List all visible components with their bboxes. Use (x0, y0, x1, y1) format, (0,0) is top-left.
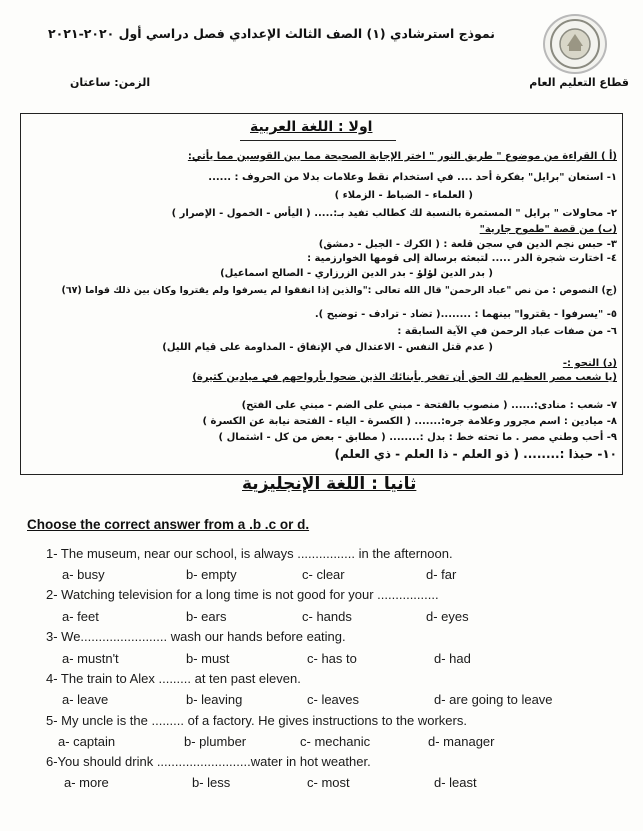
option-c: c- most (307, 775, 350, 790)
question-text: 1- The museum, near our school, is always ................ in the afternoon. (46, 546, 453, 561)
option-a: a- captain (58, 734, 116, 749)
option-b: b- must (186, 651, 230, 666)
option-a: a- busy (62, 567, 105, 582)
option-d: d- had (434, 651, 471, 666)
arabic-line: (د) النحو :- (562, 358, 617, 369)
option-b: b- plumber (184, 734, 247, 749)
exam-title: نموذج استرشادي (١) الصف الثالث الإعدادي فصل دراسي أول ٢٠٢٠-٢٠٢١ (48, 26, 495, 41)
option-b: b- ears (186, 609, 227, 624)
option-d: d- are going to leave (434, 692, 553, 707)
question-text: 6-You should drink ..........................water in hot weather. (46, 754, 371, 769)
option-b: b- leaving (186, 692, 243, 707)
arabic-line: (ج) النصوص : من نص "عباد الرحمن" قال الله تعالى :"والذين إذا انفقوا لم يسرفوا ولم يقتروا وكان بين ذلك قواما (٦٧) (61, 285, 617, 296)
arabic-line: ٧- شعب : منادى:...... ( منصوب بالفتحة - مبني على الضم - مبني على الفتح) (241, 400, 617, 411)
time-label: الزمن: ساعتان (70, 76, 151, 89)
arabic-line: ١٠- حبذا :........ ( ذو العلم - ذا العلم - ذي العلم) (334, 447, 617, 461)
option-c: c- mechanic (300, 734, 371, 749)
sector-label: قطاع التعليم العام (529, 76, 629, 89)
divider (240, 140, 396, 141)
option-d: d- manager (428, 734, 495, 749)
arabic-line: ٤- اختارت شجرة الدر ..... لتبعثه برسالة إلى قومها الخوارزمية : (307, 253, 617, 264)
instruction: Choose the correct answer from a .b .c or d. (27, 517, 310, 532)
option-a: a- leave (62, 692, 109, 707)
arabic-line: ( بدر الدين لؤلؤ - بدر الدين الزرزاري - الصالح اسماعيل) (220, 268, 493, 279)
arabic-line: ٣- حبس نجم الدين في سجن قلعة : ( الكرك - الجبل - دمشق) (318, 239, 617, 250)
option-d: d- far (426, 567, 457, 582)
question-text: 2- Watching television for a long time is not good for your ................. (46, 587, 439, 602)
arabic-line: (أ ) القراءة من موضوع " طريق النور " اختر الإجابة الصحيحة مما بين القوسين مما يأتي: (187, 151, 617, 162)
option-d: d- least (434, 775, 477, 790)
arabic-line: ( عدم قتل النفس - الاعتدال في الإنفاق - المداومة على قيام الليل) (162, 342, 493, 353)
question-text: 3- We........................ wash our hands before eating. (46, 629, 346, 644)
arabic-section-title: اولا : اللغة العربية (250, 119, 373, 135)
option-c: c- clear (302, 567, 345, 582)
arabic-line: ٦- من صفات عباد الرحمن في الآية السابقة : (397, 326, 617, 337)
arabic-line: ٥- "يسرفوا - يقتروا" بينهما : ........( تضاد - ترادف - توضيح ). (314, 309, 617, 320)
option-b: b- empty (186, 567, 237, 582)
option-c: c- hands (302, 609, 352, 624)
english-section-title: ثانيا : اللغة الإنجليزية (242, 474, 417, 494)
option-d: d- eyes (426, 609, 469, 624)
arabic-line: (يا شعب مصر العظيم لك الحق أن تفخر بأبنائك الذين ضحوا بأرواحهم في ميادين كثيرة) (192, 372, 617, 383)
arabic-line: ١- استعان "برايل" بفكرة أحد .... في استخدام نقط وعلامات بدلا من الحروف : ...... (208, 172, 617, 183)
option-c: c- leaves (307, 692, 360, 707)
question-text: 5- My uncle is the ......... of a factory. He gives instructions to the workers. (46, 713, 467, 728)
arabic-line: (ب) من قصة "طموح جارية" (479, 224, 617, 235)
option-c: c- has to (307, 651, 357, 666)
arabic-line: ٢- محاولات " برايل " المستمرة بالنسبة لك كطالب تفيد بـ:..... ( اليأس - الخمول - الإصرار ) (171, 208, 617, 219)
option-b: b- less (192, 775, 231, 790)
option-a: a- more (64, 775, 109, 790)
option-a: a- mustn't (62, 651, 119, 666)
arabic-line: ٨- ميادين : اسم مجرور وعلامة جره:....... ( الكسرة - الياء - الفتحة نيابة عن الكسرة ) (202, 416, 617, 427)
question-text: 4- The train to Alex ......... at ten past eleven. (46, 671, 301, 686)
option-a: a- feet (62, 609, 99, 624)
ministry-emblem-icon (543, 14, 607, 74)
arabic-line: ٩- أحب وطني مصر . ما تحته خط : بدل :........ ( مطابق - بعض من كل - اشتمال ) (218, 432, 617, 443)
arabic-line: ( العلماء - الضباط - الزملاء ) (334, 190, 473, 201)
